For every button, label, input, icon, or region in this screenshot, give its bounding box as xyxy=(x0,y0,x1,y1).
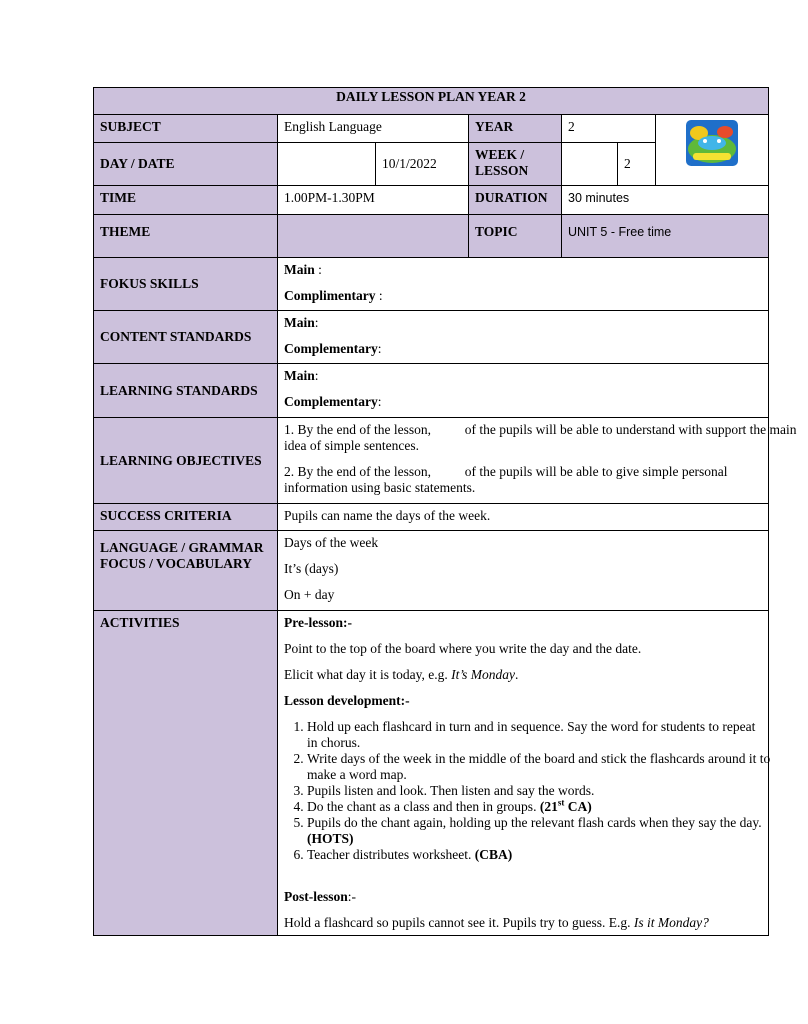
content-standards-value xyxy=(278,311,769,364)
time-value: 1.00PM-1.30PM xyxy=(278,186,469,215)
vocabulary-item: On + day xyxy=(284,587,335,602)
objective-2: 2. By the end of the lesson, of the pupils will be able to give simple personal information using basic statements. xyxy=(284,464,731,495)
development-step xyxy=(307,847,768,863)
development-step-text: Pupils listen and look. Then listen and say the words. xyxy=(307,783,595,798)
learning-objectives-value xyxy=(278,418,800,504)
pre-lesson-example: It’s Monday xyxy=(451,667,515,682)
topic-value: UNIT 5 - Free time xyxy=(562,215,769,258)
textbook-logo-icon xyxy=(685,119,739,167)
tag-prefix: (21 xyxy=(539,799,558,814)
tag-suffix: CA) xyxy=(564,799,592,814)
focus-main-label: Main xyxy=(284,262,315,277)
development-step-text: Write days of the week in the middle of the board and stick the flashcards around it to make a word map. xyxy=(307,751,771,782)
day-date-label: DAY / DATE xyxy=(94,143,278,186)
learning-objectives-label: LEARNING OBJECTIVES xyxy=(94,418,278,504)
tag-superscript: st xyxy=(557,797,565,808)
objective-1: 1. By the end of the lesson, of the pupils will be able to understand with support the main idea of simple sentences. xyxy=(284,422,800,453)
post-lesson-heading: Post-lesson xyxy=(284,889,348,904)
vocabulary-item: It’s (days) xyxy=(284,561,339,576)
year-value: 2 xyxy=(562,115,656,143)
week-value xyxy=(562,143,618,186)
development-step-text: Teacher distributes worksheet. xyxy=(307,847,475,862)
theme-value xyxy=(278,215,469,258)
content-main-label: Main xyxy=(284,315,315,330)
lesson-plan-title: DAILY LESSON PLAN YEAR 2 xyxy=(94,88,769,115)
standards-main-sep: : xyxy=(314,368,319,383)
learning-standards-value xyxy=(278,364,769,418)
pre-lesson-step: Point to the top of the board where you write the day and the date. xyxy=(284,641,642,656)
pre-lesson-suffix: :- xyxy=(343,615,352,630)
standards-complementary-sep: : xyxy=(377,394,382,409)
lesson-development-suffix: :- xyxy=(400,693,410,708)
success-criteria-value: Pupils can name the days of the week. xyxy=(278,504,769,531)
activities-value xyxy=(278,611,769,936)
subject-value: English Language xyxy=(278,115,469,143)
content-complementary-sep: : xyxy=(377,341,382,356)
post-lesson-text: Hold a flashcard so pupils cannot see it. Pupils try to guess. E.g. xyxy=(284,915,634,930)
content-main-sep: : xyxy=(314,315,319,330)
standards-complementary-label: Complementary xyxy=(284,394,378,409)
lesson-development-steps xyxy=(284,719,771,863)
language-focus-label: LANGUAGE / GRAMMAR FOCUS / VOCABULARY xyxy=(94,531,278,611)
post-lesson-example: Is it Monday? xyxy=(633,915,709,930)
topic-label: TOPIC xyxy=(469,215,562,258)
development-step xyxy=(307,783,768,799)
week-lesson-label: WEEK / LESSON xyxy=(469,143,562,186)
success-criteria-label: SUCCESS CRITERIA xyxy=(94,504,278,531)
development-step xyxy=(307,719,768,751)
textbook-logo-cell xyxy=(656,115,769,186)
development-step-tag xyxy=(540,799,592,814)
post-lesson-suffix: :- xyxy=(347,889,356,904)
development-step xyxy=(307,751,772,783)
activities-label: ACTIVITIES xyxy=(94,611,278,936)
subject-label: SUBJECT xyxy=(94,115,278,143)
duration-value: 30 minutes xyxy=(562,186,769,215)
post-lesson-step xyxy=(284,915,768,931)
date-value: 10/1/2022 xyxy=(376,143,469,186)
development-step-text: Do the chant as a class and then in groups. xyxy=(307,799,540,814)
year-label: YEAR xyxy=(469,115,562,143)
focus-skills-value xyxy=(278,258,769,311)
focus-skills-label: FOKUS SKILLS xyxy=(94,258,278,311)
content-standards-label: CONTENT STANDARDS xyxy=(94,311,278,364)
development-step-tag: (HOTS) xyxy=(307,831,354,846)
pre-lesson-step xyxy=(284,667,768,683)
standards-main-label: Main xyxy=(284,368,315,383)
lesson-development-heading: Lesson development xyxy=(284,693,401,708)
theme-label: THEME xyxy=(94,215,278,258)
focus-complimentary-sep: : xyxy=(375,288,383,303)
duration-label: DURATION xyxy=(469,186,562,215)
development-step xyxy=(307,815,768,847)
development-step-text: Pupils do the chant again, holding up the relevant flash cards when they say the day. xyxy=(307,815,762,830)
vocabulary-item: Days of the week xyxy=(284,535,379,550)
pre-lesson-step-end: . xyxy=(514,667,519,682)
learning-standards-label: LEARNING STANDARDS xyxy=(94,364,278,418)
content-complementary-label: Complementary xyxy=(284,341,378,356)
development-step xyxy=(307,799,768,815)
pre-lesson-heading: Pre-lesson xyxy=(284,615,343,630)
lesson-value: 2 xyxy=(618,143,656,186)
lesson-plan-table xyxy=(93,87,800,936)
focus-main-sep: : xyxy=(314,262,322,277)
focus-complimentary-label: Complimentary xyxy=(284,288,376,303)
day-value xyxy=(278,143,376,186)
vocabulary-list xyxy=(278,531,769,611)
development-step-text: Hold up each flashcard in turn and in sequence. Say the word for students to repeat in chorus. xyxy=(307,719,756,750)
pre-lesson-step-text: Elicit what day it is today, e.g. xyxy=(284,667,452,682)
development-step-tag: (CBA) xyxy=(474,847,513,862)
time-label: TIME xyxy=(94,186,278,215)
